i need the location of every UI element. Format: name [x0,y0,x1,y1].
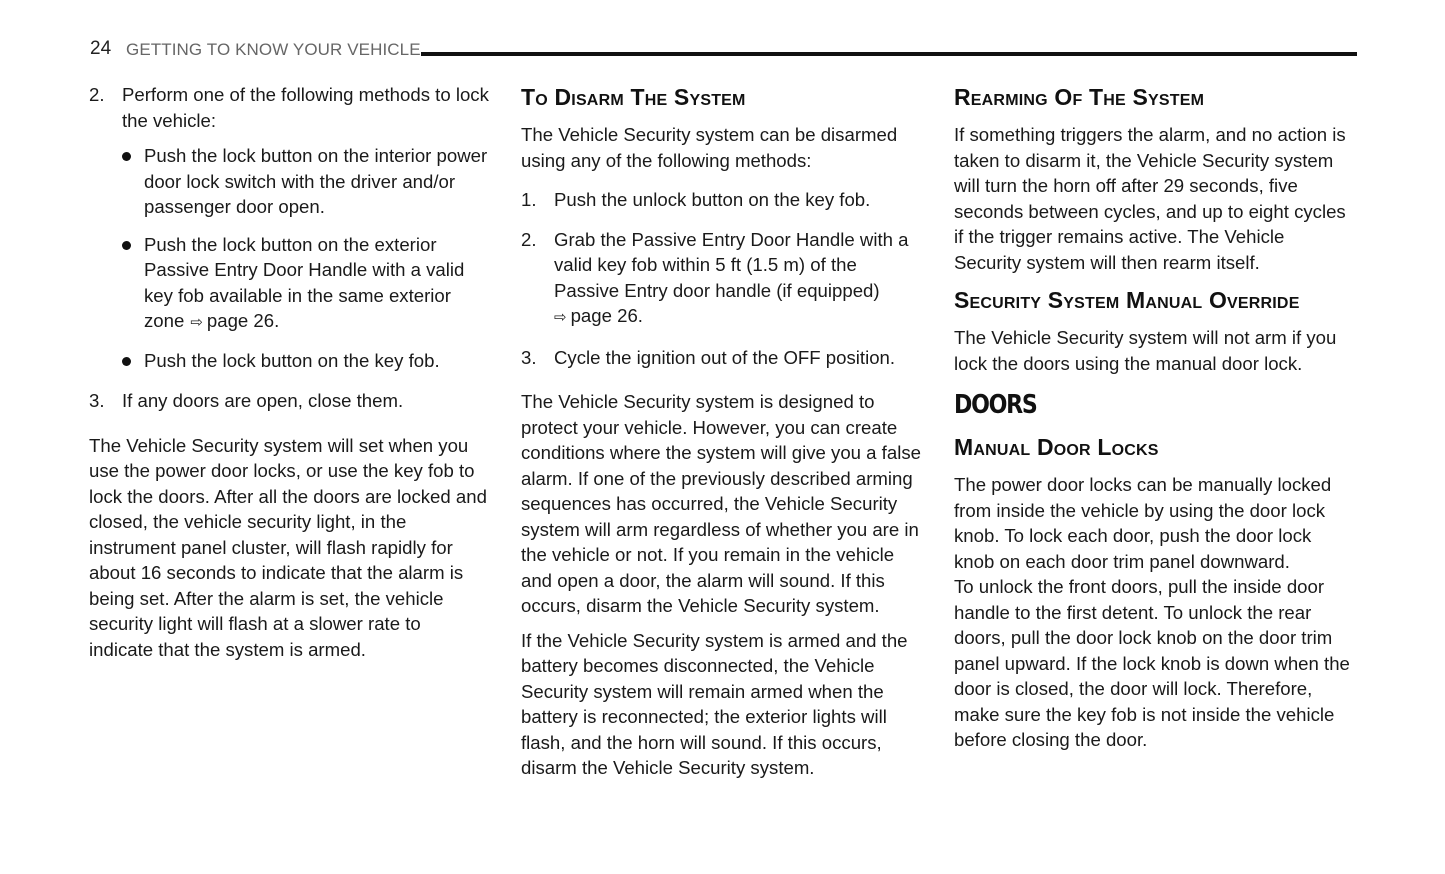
column-right [954,82,1356,753]
body-paragraph: If the Vehicle Security system is armed and the battery becomes disconnected, the Vehicle Security system will remain armed when the battery is reconnected; the exterior lights will flash, and the horn will sound. If this occurs, disarm the Vehicle Security system. [521,629,908,778]
page-reference-link[interactable]: page 26. [570,305,643,326]
bullet-item [89,232,489,336]
method-1-number: 1. [521,189,537,210]
step-2-number: 2. [89,84,105,105]
bullet-item [89,348,489,374]
section-heading: Manual Door Locks [954,434,1159,460]
page-ref-arrow-icon: ⇨ [554,309,567,326]
body-paragraph: The Vehicle Security system will set when you use the power door locks, or use the key fob to lock the doors. After all the doors are locked and closed, the vehicle security light, in the instrument panel cluster, will flash rapidly for about 16 seconds to indicate that the alarm is being set. After the alarm is set, the vehicle security light will flash at a slower rate to indicate that the system is armed. [89,434,487,660]
bullet-item [89,143,489,220]
header-rule [421,52,1357,56]
step-3-text: If any doors are open, close them. [122,390,404,411]
section-heading: To Disarm The System [521,84,746,110]
method-2-number: 2. [521,228,537,250]
bullet-text: Push the lock button on the exterior Passive Entry Door Handle with a valid key fob available in the same exterior zone [144,233,465,331]
method-3 [521,345,923,371]
body-paragraph: The Vehicle Security system is designed to protect your vehicle. However, you can create conditions where the system will give you a false alarm. If one of the previously described arming sequences has occurred, the Vehicle Security system will arm regardless of whether you are in the vehicle or not. If you remain in the vehicle and open a door, the alarm will sound. If this occurs, disarm the Vehicle Security system. [521,391,921,616]
bullet-text: Push the lock button on the key fob. [144,349,440,371]
page-header [90,38,1357,66]
step-2-text: Perform one of the following methods to lock the vehicle: [122,84,489,131]
step-3-number: 3. [89,390,105,411]
section-title: DOORS [954,390,1037,420]
bullet-text: Push the lock button on the interior power door lock switch with the driver and/or passenger door open. [144,145,488,217]
method-3-text: Cycle the ignition out of the OFF position. [554,346,896,368]
page-ref-arrow-icon: ⇨ [190,314,203,331]
page-number: 24 [90,38,112,59]
column-middle [521,82,923,781]
body-paragraph: To unlock the front doors, pull the inside door handle to the first detent. To unlock the rear doors, pull the door lock knob on the door trim panel upward. If the lock knob is down when the door is closed, the door will lock. Therefore, make sure the key fob is not inside the vehicle before closing the door. [954,576,1350,750]
section-heading: Rearming Of The System [954,84,1205,110]
method-1 [521,187,923,213]
bullet-dot-icon [122,241,131,250]
bullet-dot-icon [122,357,131,366]
intro-paragraph: The Vehicle Security system can be disarmed using any of the following methods: [521,124,898,171]
section-heading: Security System Manual Override [954,287,1300,313]
column-left [89,82,489,662]
body-paragraph: If something triggers the alarm, and no action is taken to disarm it, the Vehicle Security system will turn the horn off after 29 seconds, five seconds between cycles, and up to eight cycles if the trigger remains active. The Vehicle Security system will then rearm itself. [954,124,1346,273]
method-1-text: Push the unlock button on the key fob. [554,189,871,210]
method-3-number: 3. [521,346,537,368]
method-2 [521,227,923,331]
body-paragraph: The power door locks can be manually locked from inside the vehicle by using the door lock knob. To lock each door, push the door lock knob on each door trim panel downward. [954,474,1332,572]
bullet-dot-icon [122,152,131,161]
method-2-text: Grab the Passive Entry Door Handle with a valid key fob within 5 ft (1.5 m) of the Passive Entry door handle (if equipped) [554,228,909,301]
step-2 [89,82,489,133]
chapter-title: GETTING TO KNOW YOUR VEHICLE [126,40,421,59]
body-paragraph: The Vehicle Security system will not arm if you lock the doors using the manual door lock. [954,327,1337,374]
step-3 [89,388,489,414]
page-reference-link[interactable]: page 26. [206,310,280,331]
